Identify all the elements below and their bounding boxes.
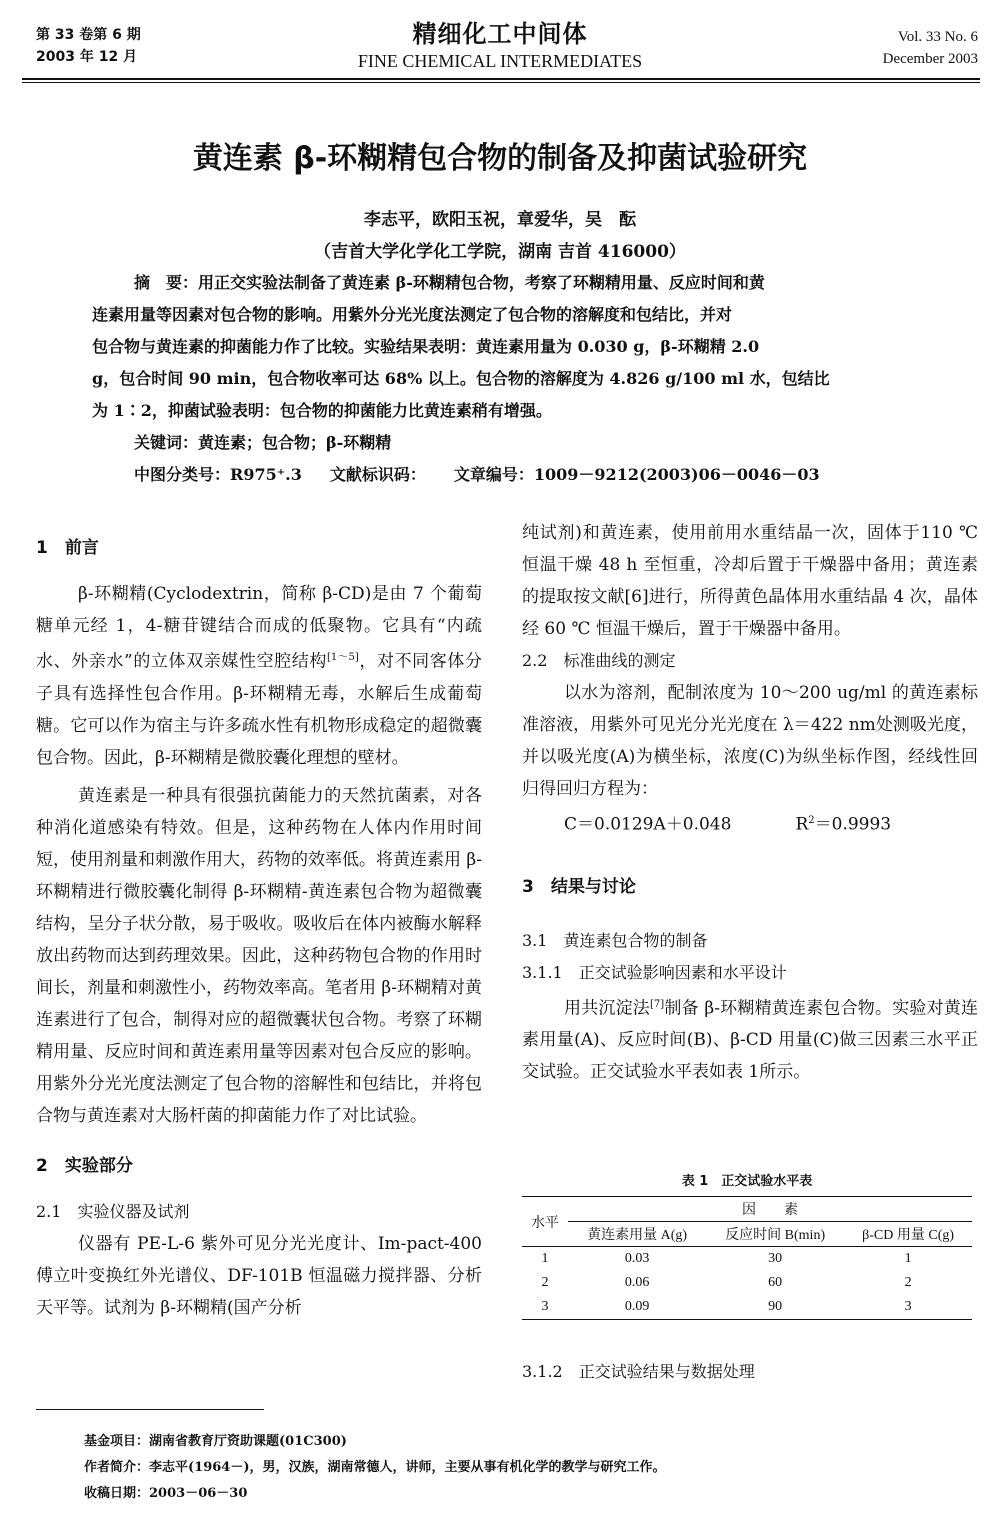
article-no-label: 文章编号：: [453, 465, 534, 484]
paper-title: 黄连素 β-环糊精包合物的制备及抑菌试验研究: [192, 141, 808, 176]
table-row: 2 0.06 60 2: [541, 1275, 912, 1290]
footnote-received: 收稿日期：2003－06－30: [84, 1486, 248, 1501]
abstract-line: 摘 要：用正交实验法制备了黄连素 β-环糊精包合物，考察了环糊精用量、反应时间和黄: [134, 273, 765, 292]
intro-paragraph-1: β-环糊精(Cyclodextrin，简称 β-CD)是由 7 个葡萄糖单元经 1，4-糖苷键结合而成的低聚物。它具有“内疏水、外亲水”的立体双亲媒性空腔结构[1～5]，对不同客体分子具有选择性包合作用。β-环糊精无毒，水解后生成葡萄糖。它可以作为宿主与许多疏水性有机物形成稳定的超微囊包合物。因此，β-环糊精是微胶囊化理想的壁材。: [36, 584, 483, 768]
table-header-level: 水平: [522, 1197, 568, 1247]
section-2-heading: 2 实验部分: [36, 1155, 133, 1176]
section-1-heading: 1 前言: [36, 538, 99, 558]
affiliation: （吉首大学化学化工学院，湖南 吉首 416000）: [314, 242, 686, 262]
table-col-header: 反应时间 B(min): [725, 1228, 826, 1243]
table-row: 3 0.09 90 3: [522, 1295, 972, 1320]
header-rule: [22, 78, 980, 83]
citation: [1～5]: [327, 652, 359, 663]
intro-paragraph-2: 黄连素是一种具有很强抗菌能力的天然抗菌素，对各种消化道感染有特效。但是，这种药物在人体内作用时间短，使用剂量和刺激作用大，药物的效率低。将黄连素用 β-环糊精进行微胶囊化制得 β-环糊精-黄连素包合物为超微囊结构，呈分子状分散，易于吸收。吸收后在体内被酶水解释放出药物而达到药理效果。因此，这种药物包合物的作用时间长，剂量和刺激性小，药物效率高。笔者用 β-环糊精对黄连素进行了包合，制得对应的超微囊状包合物。考察了环糊精用量、反应时间和黄连素用量等因素对包合反应的影响。用紫外分光光度法测定了包合物的溶解性和包结比，并将包合物与黄连素对大肠杆菌的抑菌能力作了对比试验。: [36, 785, 483, 1126]
keywords: [92, 427, 932, 459]
issue-date: 2003 年 12 月: [36, 49, 138, 65]
section-3-1-heading: 3.1 黄连素包合物的制备: [522, 930, 708, 950]
footnote-fund: 基金项目：湖南省教育厅资助课题(01C300): [84, 1434, 347, 1449]
table-col-header: 黄连素用量 A(g): [587, 1228, 688, 1243]
section-2-2-heading: 2.2 标准曲线的测定: [522, 651, 676, 670]
citation: [7]: [650, 998, 665, 1010]
abstract-line: 包合物与黄连素的抑菌能力作了比较。实验结果表明：黄连素用量为 0.030 g，β-环糊精 2.0: [92, 337, 760, 356]
issue-info-en: [883, 26, 978, 70]
orthogonal-paragraph: 用共沉淀法[7]制备 β-环糊精黄连素包合物。实验对黄连素用量(A)、反应时间(B)、β-CD 用量(C)做三因素三水平正交试验。正交试验水平表如表 1所示。: [522, 998, 979, 1083]
left-column: [36, 532, 482, 1324]
abstract-label: 摘 要：: [134, 273, 199, 292]
abstract-line: 为 1∶2，抑菌试验表明：包合物的抑菌能力比黄连素稍有增强。: [92, 401, 552, 420]
regression-equation: C＝0.0129A＋0.048 $R^2=0.9993$: [564, 814, 892, 835]
footnote-rule: [36, 1409, 264, 1410]
keywords-label: 关键词：: [134, 433, 199, 452]
table-caption: 表 1 正交试验水平表: [681, 1174, 813, 1189]
reagents-paragraph-cont: 纯试剂)和黄连素，使用前用水重结晶一次，固体于110 ℃ 恒温干燥 48 h 至恒重，冷却后置于干燥器中备用；黄连素的提取按文献[6]进行，所得黄色晶体用水重结晶 4 次，晶体经 60 ℃ 恒温干燥后，置于干燥器中备用。: [522, 523, 979, 639]
section-3-1-1-heading: 3.1.1 正交试验影响因素和水平设计: [522, 962, 787, 982]
section-3-1-2-heading: 3.1.2 正交试验结果与数据处理: [522, 1362, 755, 1381]
clc-label: 中图分类号：: [134, 465, 231, 484]
section-3-heading: 3 结果与讨论: [522, 876, 636, 897]
keywords-text: 黄连素；包合物；β-环糊精: [198, 433, 392, 452]
classification: [92, 459, 932, 491]
author-list: 李志平，欧阳玉祝，章爱华，吴 酝: [364, 210, 636, 230]
journal-name-cn: 精细化工中间体: [412, 19, 588, 48]
article-no: 1009－9212(2003)06－0046－03: [533, 465, 820, 484]
abstract-line: 连素用量等因素对包合物的影响。用紫外分光光度法测定了包合物的溶解度和包结比，并对: [92, 305, 733, 324]
doc-code-label: 文献标识码：: [329, 465, 426, 484]
journal-name: [0, 14, 1000, 72]
issue-date-en: December 2003: [882, 51, 978, 67]
right-column: [522, 517, 978, 1088]
issue-volume-en: Vol. 33 No. 6: [897, 29, 978, 45]
clc-code: R975⁺.3: [230, 465, 302, 484]
abstract-line: g，包合时间 90 min，包合物收率可达 68% 以上。包合物的溶解度为 4.826 g/100 ml 水，包结比: [92, 369, 830, 388]
equation: C＝0.0129A＋0.048: [564, 814, 732, 835]
orthogonal-level-table: [522, 1196, 972, 1320]
footnote-author: 作者简介：李志平(1964－)，男，汉族，湖南常德人，讲师，主要从事有机化学的教学与研究工作。: [84, 1460, 666, 1475]
table-col-header: β-CD 用量 C(g): [862, 1228, 955, 1243]
instruments-paragraph: 仪器有 PE-L-6 紫外可见分光光度计、Im-pact-400 傅立叶变换红外光谱仪、DF-101B 恒温磁力搅拌器、分析天平等。试剂为 β-环糊精(国产分析: [36, 1233, 483, 1318]
r-squared: ＝0.9993: [814, 814, 892, 835]
table-header-factor: 因 素: [568, 1197, 972, 1222]
calibration-paragraph: 以水为溶剂，配制浓度为 10～200 ug/ml 的黄连素标准溶液，用紫外可见光分光光度在 λ＝422 nm处测吸光度，并以吸光度(A)为横坐标，浓度(C)为纵坐标作图，经线性回归得回归方程为：: [522, 683, 979, 799]
journal-name-en: FINE CHEMICAL INTERMEDIATES: [357, 51, 643, 71]
issue-volume: 第 33 卷第 6 期: [36, 27, 141, 43]
abstract: [92, 267, 932, 491]
table-row: 1 0.03 30 1: [541, 1251, 912, 1266]
section-2-1-heading: 2.1 实验仪器及试剂: [36, 1201, 190, 1221]
